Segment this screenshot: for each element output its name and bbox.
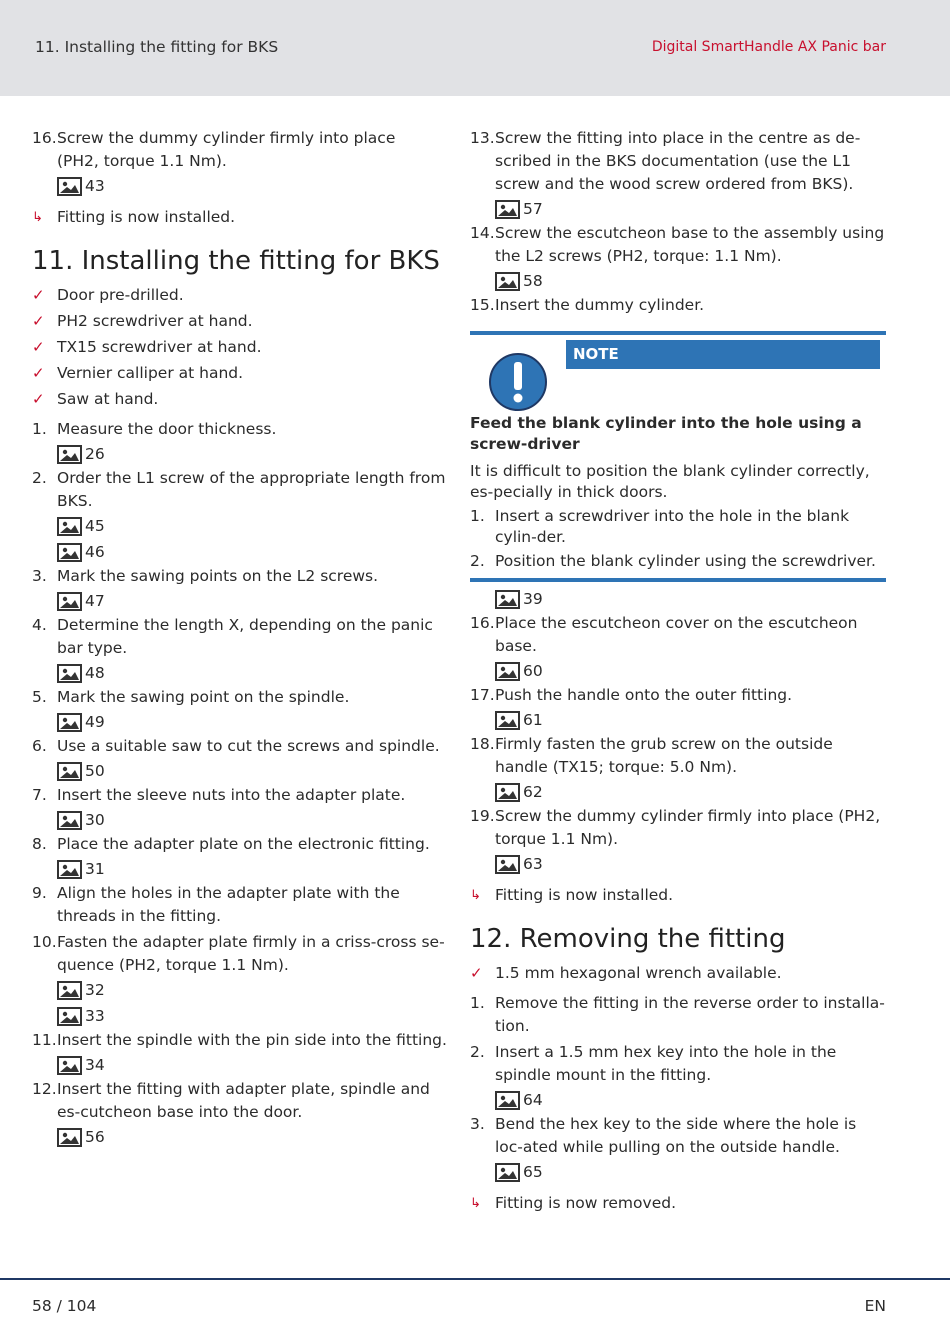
figure-ref[interactable]: 62 [495, 779, 886, 805]
image-icon [57, 860, 82, 879]
step-16: 16. Place the escutcheon cover on the escutcheon base. [470, 614, 858, 655]
figure-ref[interactable]: 57 [495, 196, 886, 222]
checkmark-icon: ✓ [32, 338, 45, 356]
image-icon [57, 664, 82, 683]
prerequisite-item: ✓ PH2 screwdriver at hand. [32, 308, 448, 334]
image-icon [495, 590, 520, 609]
section-heading: 12. Removing the fitting [470, 924, 786, 954]
step-9: 9. Align the holes in the adapter plate with the threads in the fitting. [32, 884, 400, 925]
figure-ref[interactable]: 65 [495, 1159, 886, 1185]
figure-ref[interactable]: 30 [57, 807, 448, 833]
image-icon [57, 592, 82, 611]
step-8: 8. Place the adapter plate on the electronic fitting. [32, 835, 430, 853]
right-column [470, 127, 886, 1215]
image-icon [495, 783, 520, 802]
figure-ref[interactable]: 49 [57, 709, 448, 735]
section-heading: 11. Installing the fitting for BKS [32, 246, 440, 276]
checkmark-icon: ✓ [470, 964, 483, 982]
step-2: 2. Insert a 1.5 mm hex key into the hole in the spindle mount in the fitting. [470, 1043, 837, 1084]
image-icon [57, 517, 82, 536]
image-icon [57, 981, 82, 1000]
figure-ref[interactable]: 43 [57, 173, 448, 199]
image-icon [495, 200, 520, 219]
steps-list [470, 992, 886, 1185]
steps-list [32, 418, 448, 1150]
step-4: 4. Determine the length X, depending on the panic bar type. [32, 616, 433, 657]
prerequisites-list [470, 960, 886, 986]
step-3: 3. Bend the hex key to the side where the hole is loc-ated while pulling on the outside handle. [470, 1115, 857, 1156]
step-7: 7. Insert the sleeve nuts into the adapter plate. [32, 786, 406, 804]
figure-ref[interactable]: 32 [57, 977, 448, 1003]
note-list-item: 1. Insert a screwdriver into the hole in the blank cylin-der. [470, 507, 850, 546]
figure-ref[interactable]: 34 [57, 1052, 448, 1078]
figure-ref[interactable]: 50 [57, 758, 448, 784]
image-icon [57, 1056, 82, 1075]
figure-ref[interactable]: 47 [57, 588, 448, 614]
image-icon [57, 713, 82, 732]
figure-ref[interactable]: 31 [57, 856, 448, 882]
figure-ref[interactable]: 61 [495, 707, 886, 733]
figure-ref[interactable]: 46 [57, 539, 448, 565]
image-icon [495, 272, 520, 291]
prerequisites-list [32, 282, 448, 412]
step-12: 12. Insert the fitting with adapter plate, spindle and es-cutcheon base into the door. [32, 1080, 430, 1121]
step-16: 16. Screw the dummy cylinder firmly into place (PH2, torque 1.1 Nm). [32, 129, 396, 170]
image-icon [57, 543, 82, 562]
prerequisite-item: ✓ TX15 screwdriver at hand. [32, 334, 448, 360]
figure-ref[interactable]: 60 [495, 658, 886, 684]
footer-divider [0, 1278, 950, 1280]
step-14: 14. Screw the escutcheon base to the assembly using the L2 screws (PH2, torque: 1.1 Nm). [470, 224, 885, 265]
figure-ref[interactable]: 48 [57, 660, 448, 686]
left-column [32, 127, 448, 1150]
step-19: 19. Screw the dummy cylinder firmly into place (PH2, torque 1.1 Nm). [470, 807, 881, 848]
checkmark-icon: ✓ [32, 390, 45, 408]
step-1: 1. Measure the door thickness. [32, 420, 277, 438]
figure-ref[interactable]: 26 [57, 441, 448, 467]
image-icon [495, 1163, 520, 1182]
image-icon [57, 1007, 82, 1026]
result-arrow-icon: ↳ [470, 1196, 481, 1211]
page-number: 58 / 104 [32, 1297, 97, 1315]
image-icon [57, 177, 82, 196]
step-10: 10. Fasten the adapter plate firmly in a criss-cross se-quence (PH2, torque 1.1 Nm). [32, 933, 445, 974]
prerequisite-item: ✓ Vernier calliper at hand. [32, 360, 448, 386]
step-17: 17. Push the handle onto the outer fitting. [470, 686, 793, 704]
image-icon [57, 811, 82, 830]
step-15: 15. Insert the dummy cylinder. [470, 296, 705, 314]
image-icon [57, 445, 82, 464]
step-11: 11. Insert the spindle with the pin side into the fitting. [32, 1031, 447, 1049]
prerequisite-item: ✓ Door pre-drilled. [32, 282, 448, 308]
result-line: ↳ Fitting is now installed. [32, 206, 448, 229]
header-product-name: Digital SmartHandle AX Panic bar [651, 39, 886, 55]
checkmark-icon: ✓ [32, 286, 45, 304]
figure-ref[interactable]: 56 [57, 1124, 448, 1150]
prerequisite-item: ✓ Saw at hand. [32, 386, 448, 412]
step-13: 13. Screw the fitting into place in the centre as de-scribed in the BKS documentation (use the L1 screw and the wood screw ordered from BKS). [470, 129, 861, 193]
figure-ref[interactable]: 45 [57, 513, 448, 539]
step-18: 18. Firmly fasten the grub screw on the outside handle (TX15; torque: 5.0 Nm). [470, 735, 833, 776]
image-icon [495, 662, 520, 681]
checkmark-icon: ✓ [32, 312, 45, 330]
image-icon [57, 1128, 82, 1147]
note-title: Feed the blank cylinder into the hole using a screw-driver [470, 414, 862, 453]
checkmark-icon: ✓ [32, 364, 45, 382]
note-label: NOTE [566, 340, 880, 369]
note-box [470, 331, 886, 582]
result-arrow-icon: ↳ [470, 888, 481, 903]
step-2: 2. Order the L1 screw of the appropriate length from BKS. [32, 469, 446, 510]
language-code: EN [864, 1297, 886, 1315]
step-3: 3. Mark the sawing points on the L2 screws. [32, 567, 379, 585]
exclamation-icon [488, 352, 548, 412]
image-icon [495, 1091, 520, 1110]
step-1: 1. Remove the fitting in the reverse order to installa-tion. [470, 994, 885, 1035]
result-arrow-icon: ↳ [32, 210, 43, 225]
note-list-item: 2. Position the blank cylinder using the screwdriver. [470, 552, 876, 570]
figure-ref[interactable]: 63 [495, 851, 886, 877]
result-line: ↳ Fitting is now removed. [470, 1192, 886, 1215]
prerequisite-item: ✓ 1.5 mm hexagonal wrench available. [470, 960, 886, 986]
image-icon [57, 762, 82, 781]
note-text: It is difficult to position the blank cylinder correctly, es-pecially in thick doors. [470, 462, 870, 501]
step-5: 5. Mark the sawing point on the spindle. [32, 688, 350, 706]
page-header [0, 0, 950, 96]
figure-ref[interactable]: 39 [495, 586, 886, 612]
image-icon [495, 711, 520, 730]
header-section-title: 11. Installing the fitting for BKS [35, 38, 279, 56]
image-icon [495, 855, 520, 874]
step-6: 6. Use a suitable saw to cut the screws and spindle. [32, 737, 440, 755]
figure-ref[interactable]: 58 [495, 268, 886, 294]
result-line: ↳ Fitting is now installed. [470, 884, 886, 907]
figure-ref[interactable]: 33 [57, 1003, 448, 1029]
figure-ref[interactable]: 64 [495, 1087, 886, 1113]
